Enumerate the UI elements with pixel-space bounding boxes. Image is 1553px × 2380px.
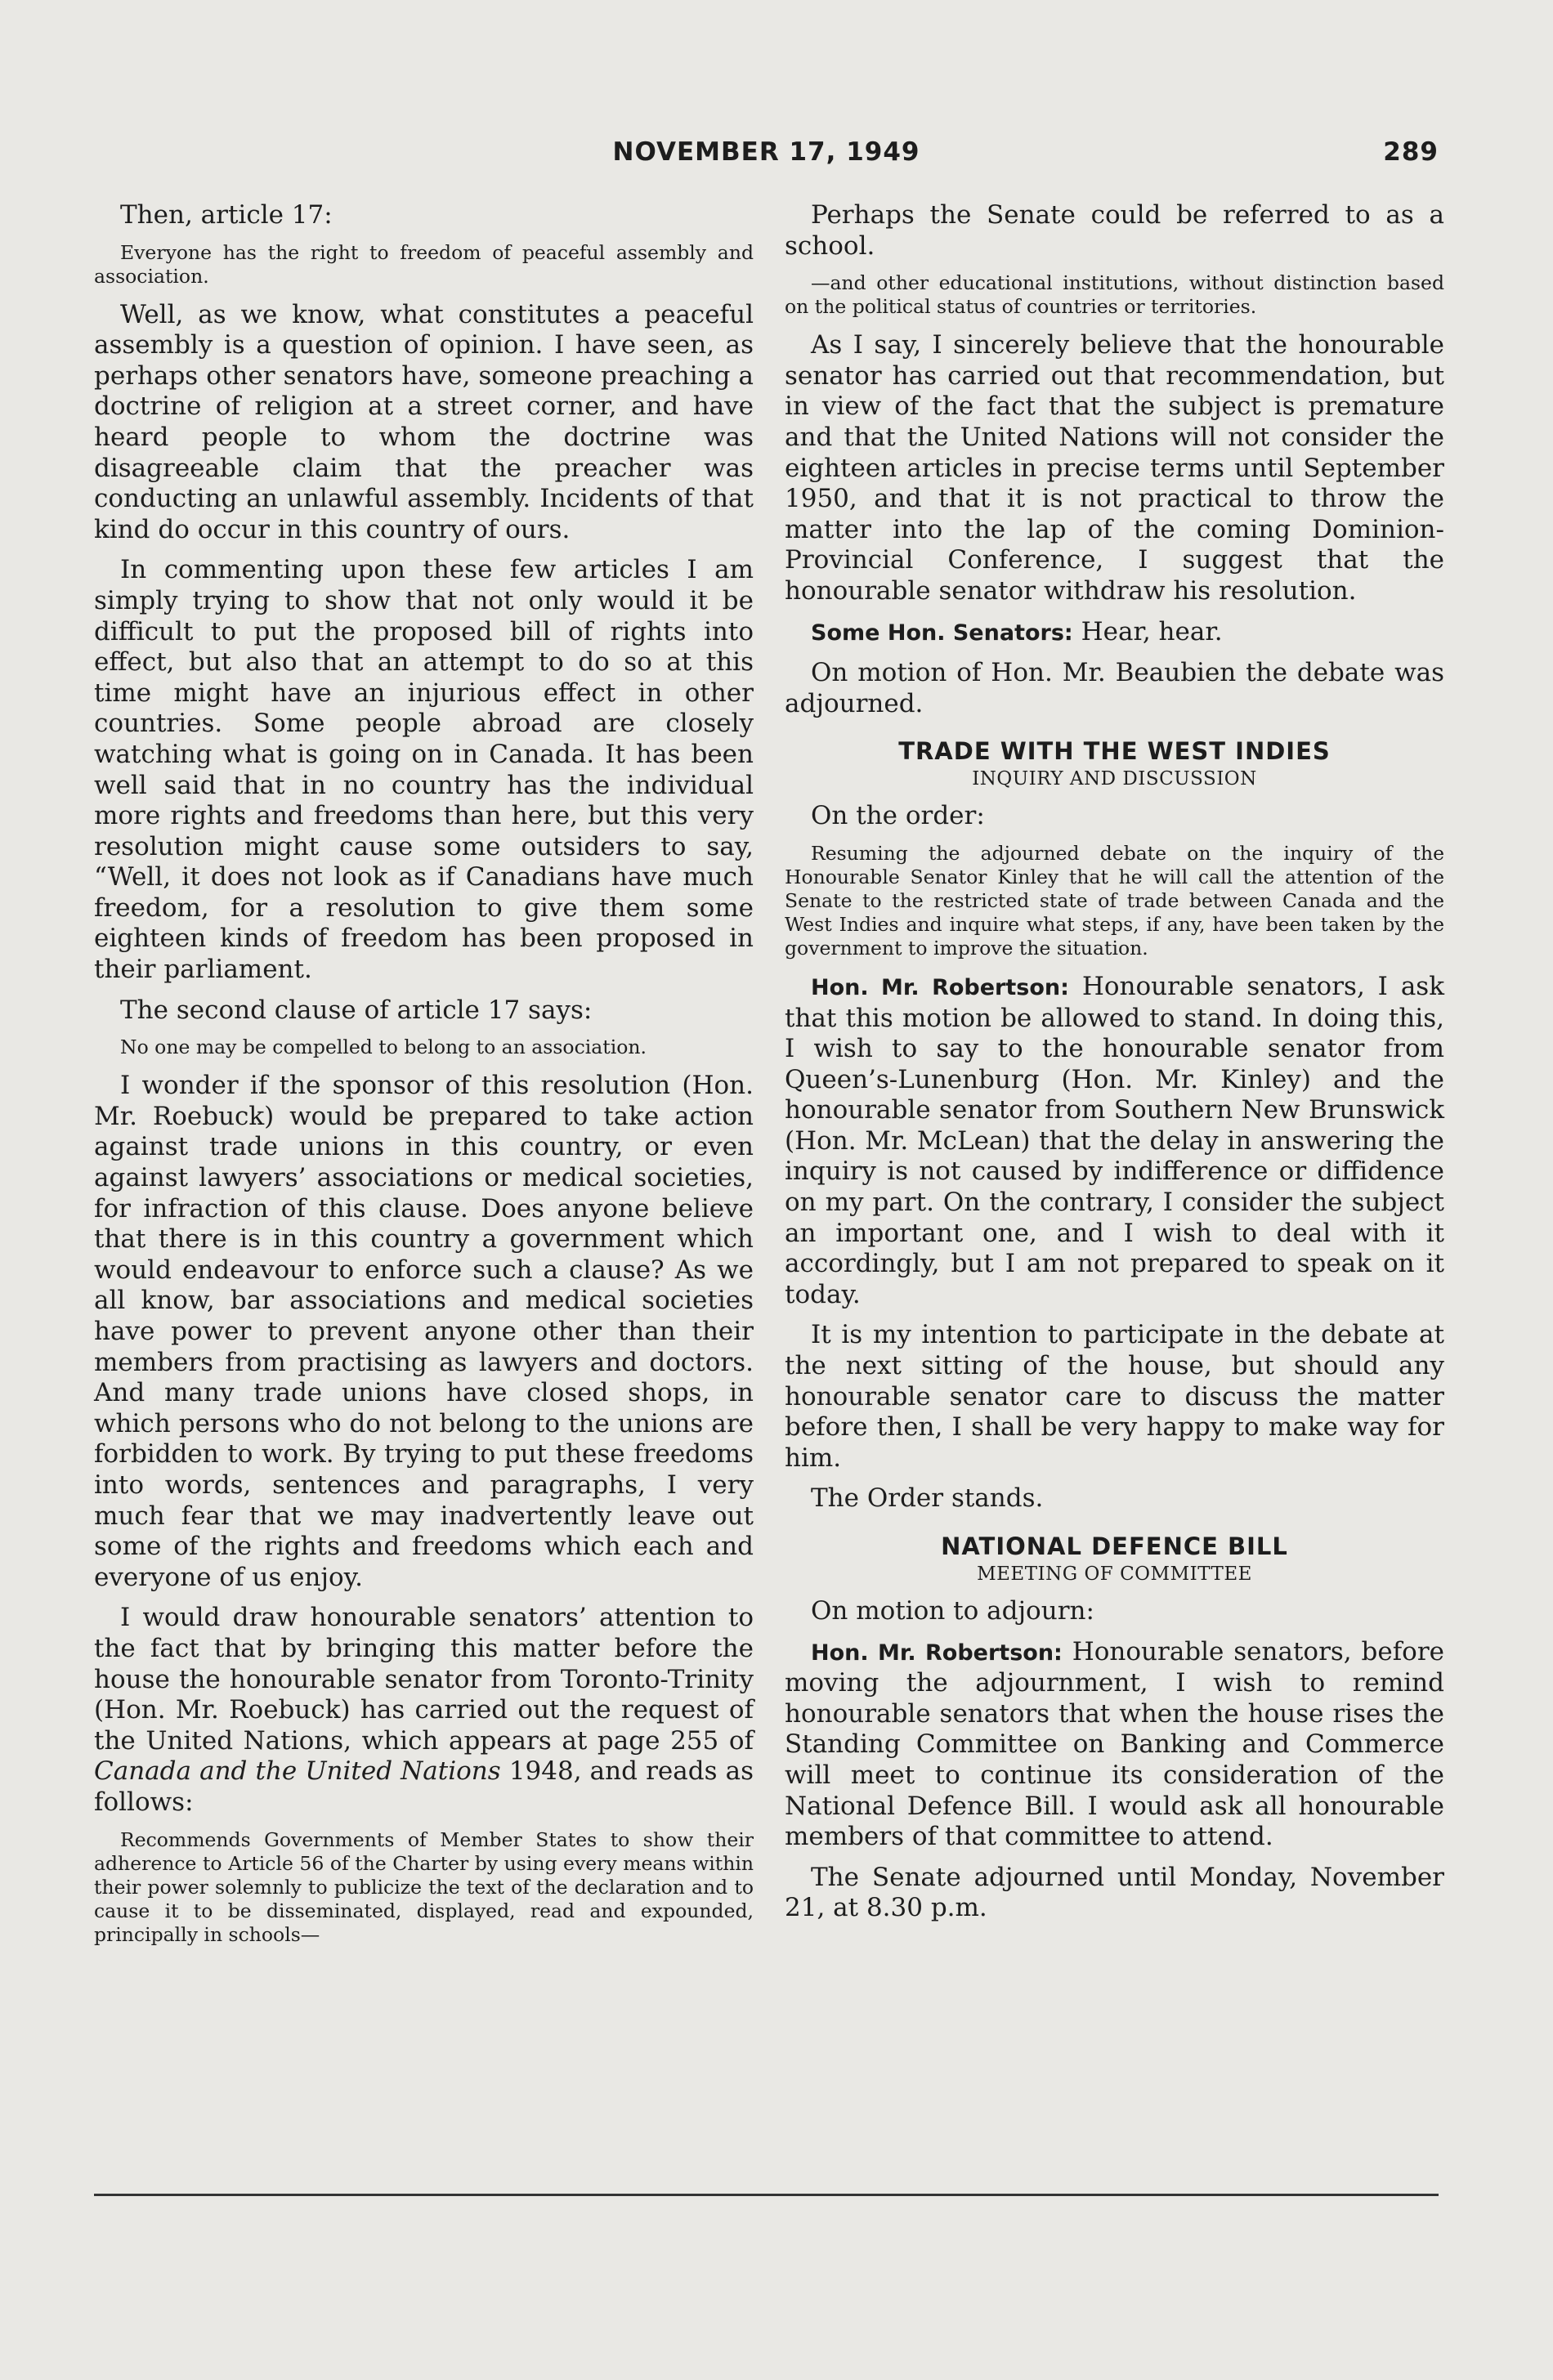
header-date: NOVEMBER 17, 1949 <box>612 137 920 167</box>
paragraph-text: Honourable senators, I ask that this motion be allowed to stand. In doing this, I wish to say to the honourable senator from Queen’s-Lunenburg (Hon. Mr. Kinley) and the honourable senator from Southern New Brunswick (Hon. Mr. McLean) that the delay in answering the inquiry is not caused by indifference or diffidence on my part. On the contrary, I consider the subject an important one, and I wish to deal with it accordingly, but I am not prepared to speak on it today. <box>785 971 1444 1309</box>
paragraph: The Senate adjourned until Monday, November 21, at 8.30 p.m. <box>785 1862 1444 1923</box>
paragraph: On motion to adjourn: <box>811 1596 1094 1626</box>
quoted-text: Resuming the adjourned debate on the inquiry of the Honourable Senator Kinley that he will call the attention of the Senate to the restricted state of trade between Canada and the West Indies and inquire what steps, if any, have been taken by the government to improve the situation. <box>785 841 1444 960</box>
page-number: 289 <box>1383 137 1439 167</box>
section-heading: NATIONAL DEFENCE BILL <box>941 1532 1288 1560</box>
section-subheading: INQUIRY AND DISCUSSION <box>972 768 1257 790</box>
quoted-text: Recommends Governments of Member States to show their adherence to Article 56 of the Charter by using every means within their power solemnly to publicize the text of the declaration and to cause it to be disseminated, displayed, read and expounded, principally in schools— <box>94 1828 754 1946</box>
paragraph: The second clause of article 17 says: <box>120 995 593 1025</box>
paragraph <box>94 1603 754 1818</box>
quoted-text: Everyone has the right to freedom of peaceful assembly and association. <box>94 240 754 288</box>
paragraph: Perhaps the Senate could be referred to as a school. <box>785 200 1444 261</box>
paragraph <box>785 1637 1444 1853</box>
paragraph <box>785 972 1444 1311</box>
paragraph-text: I would draw honourable senators’ attention to the fact that by bringing this matter before the house the honourable senator from Toronto-Trinity (Hon. Mr. Roebuck) has carried out the request of the United Nations, which appears at page 255 of <box>94 1603 754 1756</box>
paragraph-text: 1948, and reads as follows: <box>94 1756 754 1817</box>
paragraph: I wonder if the sponsor of this resolution (Hon. Mr. Roebuck) would be prepared to take action against trade unions in this country, or even against lawyers’ associations or medical societies, for infraction of this clause. Does anyone believe that there is in this country a government which would endeavour to enforce such a clause? As we all know, bar associations and medical societies have power to prevent anyone other than their members from practising as lawyers and doctors. And many trade unions have closed shops, in which persons who do not belong to the unions are forbidden to work. By trying to put these freedoms into words, sentences and paragraphs, I very much fear that we may inadvertently leave out some of the rights and freedoms which each and everyone of us enjoy. <box>94 1071 754 1592</box>
paragraph: It is my intention to participate in the debate at the next sitting of the house, but should any honourable senator care to discuss the matter before then, I shall be very happy to make way for him. <box>785 1320 1444 1473</box>
speaker-name: Some Hon. Senators: <box>811 620 1073 646</box>
speaker-name: Hon. Mr. Robertson: <box>811 974 1069 1000</box>
speaker-name: Hon. Mr. Robertson: <box>811 1640 1063 1666</box>
paragraph: Then, article 17: <box>120 200 333 230</box>
paragraph: The Order stands. <box>811 1483 1044 1514</box>
paragraph <box>785 617 1444 649</box>
page-header <box>94 137 1439 178</box>
paragraph-text: Hear, hear. <box>1081 616 1223 646</box>
left-column <box>94 200 754 1958</box>
bottom-rule <box>94 2194 1439 2196</box>
paragraph: In commenting upon these few articles I am simply trying to show that not only would it be difficult to put the proposed bill of rights into effect, but also that an attempt to do so at this time might have an injurious effect in other countries. Some people abroad are closely watching what is going on in Canada. It has been well said that in no country has the individual more rights and freedoms than here, but this very resolution might cause some outsiders to say, “Well, it does not look as if Canadians have much freedom, for a resolution to give them some eighteen kinds of freedom has been proposed in their parliament. <box>94 555 754 985</box>
paragraph: On motion of Hon. Mr. Beaubien the debate was adjourned. <box>785 658 1444 718</box>
paragraph: As I say, I sincerely believe that the honourable senator has carried out that recommendation, but in view of the fact that the subject is premature and that the United Nations will not consider the eighteen articles in precise terms until September 1950, and that it is not practical to throw the matter into the lap of the coming Dominion-Provincial Conference, I suggest that the honourable senator withdraw his resolution. <box>785 330 1444 606</box>
paragraph-text: Honourable senators, before moving the adjournment, I wish to remind honourable senators that when the house rises the Standing Committee on Banking and Commerce will meet to continue its consideration of the National Defence Bill. I would ask all honourable members of that committee to attend. <box>785 1636 1444 1852</box>
section-subheading: MEETING OF COMMITTEE <box>977 1564 1252 1585</box>
quoted-text: —and other educational institutions, without distinction based on the political status of countries or territories. <box>785 271 1444 319</box>
right-column <box>785 200 1444 1934</box>
quoted-text: No one may be compelled to belong to an association. <box>120 1036 647 1059</box>
section-heading: TRADE WITH THE WEST INDIES <box>898 737 1331 766</box>
publication-title: Canada and the United Nations <box>94 1756 501 1787</box>
paragraph: Well, as we know, what constitutes a peaceful assembly is a question of opinion. I have seen, as perhaps other senators have, someone preaching a doctrine of religion at a street corner, and have heard people to whom the doctrine was disagreeable claim that the preacher was conducting an unlawful assembly. Incidents of that kind do occur in this country of ours. <box>94 299 754 544</box>
paragraph: On the order: <box>811 801 985 831</box>
